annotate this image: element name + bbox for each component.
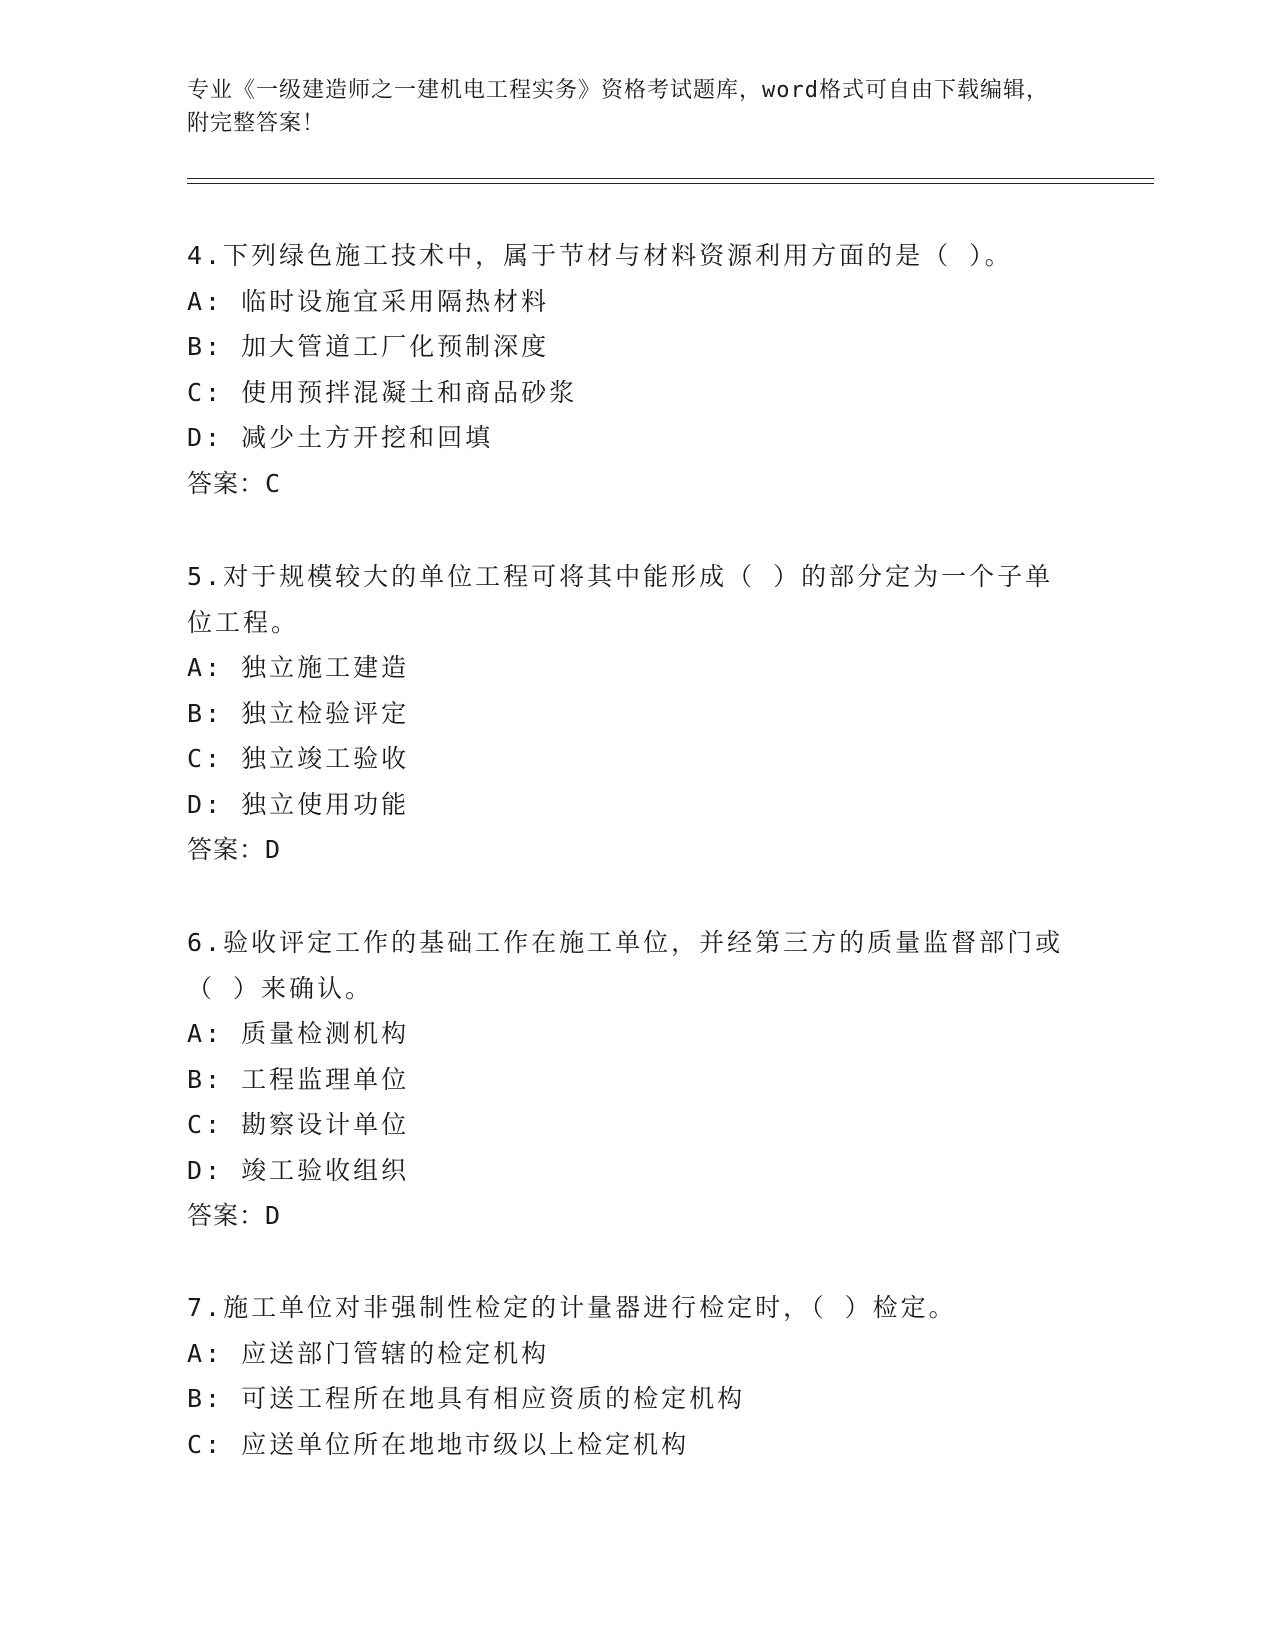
option-c: C: 勘察设计单位 (187, 1110, 410, 1139)
option-d: D: 减少土方开挖和回填 (187, 423, 494, 452)
option-b: B: 可送工程所在地具有相应资质的检定机构 (187, 1384, 746, 1413)
document-header (187, 74, 1067, 140)
option-a: A: 独立施工建造 (187, 653, 410, 682)
question-stem: 5.对于规模较大的单位工程可将其中能形成（ ）的部分定为一个子单位工程。 (187, 562, 1054, 637)
option-c: C: 独立竣工验收 (187, 744, 410, 773)
answer: 答案：D (187, 1201, 282, 1230)
question-6 (187, 920, 1067, 1239)
header-divider-bottom (187, 183, 1154, 184)
option-a: A: 应送部门管辖的检定机构 (187, 1338, 550, 1368)
answer: 答案：C (187, 468, 282, 498)
answer: 答案：D (187, 835, 282, 864)
option-d: D: 竣工验收组织 (187, 1155, 410, 1185)
question-stem: 7.施工单位对非强制性检定的计量器进行检定时，（ ）检定。 (187, 1293, 957, 1322)
question-stem: 4.下列绿色施工技术中，属于节材与材料资源利用方面的是（ ）。 (187, 241, 1013, 270)
question-stem: 6.验收评定工作的基础工作在施工单位，并经第三方的质量监督部门或（ ）来确认。 (187, 928, 1064, 1003)
header-divider-top (187, 178, 1154, 179)
option-a: A: 质量检测机构 (187, 1019, 410, 1048)
question-5 (187, 554, 1067, 873)
option-b: B: 独立检验评定 (187, 698, 410, 728)
option-c: C: 使用预拌混凝土和商品砂浆 (187, 377, 578, 407)
option-a: A: 临时设施宜采用隔热材料 (187, 286, 550, 316)
question-7 (187, 1285, 1067, 1467)
option-c: C: 应送单位所在地地市级以上检定机构 (187, 1429, 690, 1459)
option-d: D: 独立使用功能 (187, 789, 410, 819)
header-text: 专业《一级建造师之一建机电工程实务》资格考试题库，word格式可自由下载编辑，附完整答案！ (187, 78, 1049, 136)
option-b: B: 工程监理单位 (187, 1064, 410, 1094)
question-4 (187, 233, 1067, 506)
option-b: B: 加大管道工厂化预制深度 (187, 332, 550, 361)
